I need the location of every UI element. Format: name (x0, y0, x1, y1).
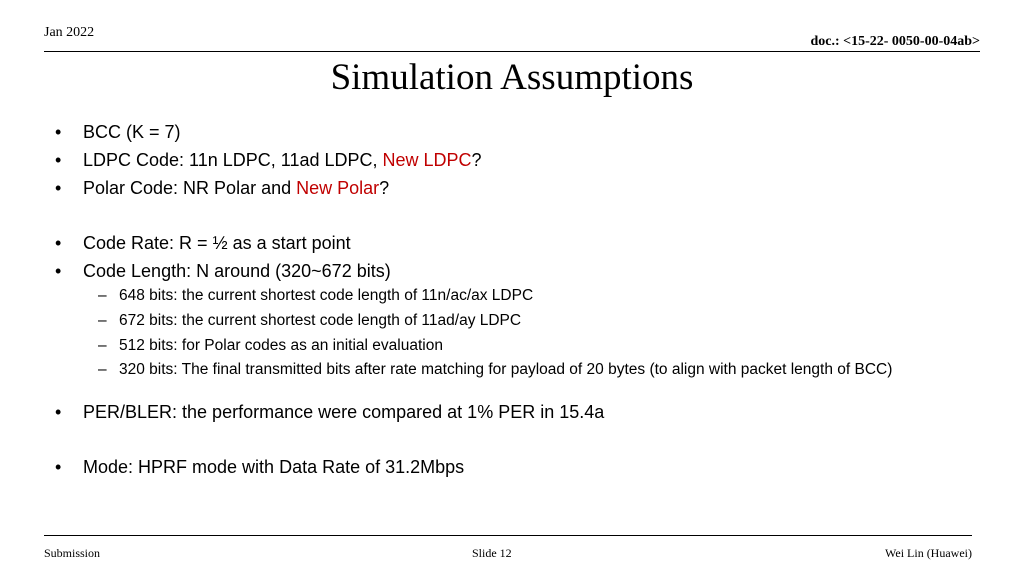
footer-slide-number: Slide 12 (472, 546, 512, 560)
bullet-dot: • (55, 402, 62, 422)
header-doc-id: doc.: <15-22- 0050-00-04ab> (810, 34, 980, 49)
bullet-dot: • (55, 233, 62, 253)
header-rule (44, 51, 980, 52)
bullet-dot: • (55, 261, 62, 281)
footer-submission: Submission (44, 546, 101, 560)
bullet-dot: • (55, 457, 62, 477)
footer-rule (44, 535, 972, 536)
bullet-dot: • (55, 150, 62, 170)
footer-author: Wei Lin (Huawei) (885, 546, 972, 560)
bullet-dot: • (55, 178, 62, 198)
new-polar-highlight: New Polar (296, 178, 380, 198)
header-date: Jan 2022 (44, 25, 95, 40)
bullet-dot: • (55, 122, 62, 142)
new-ldpc-highlight: New LDPC (382, 150, 472, 170)
slide-title: Simulation Assumptions (330, 57, 694, 98)
